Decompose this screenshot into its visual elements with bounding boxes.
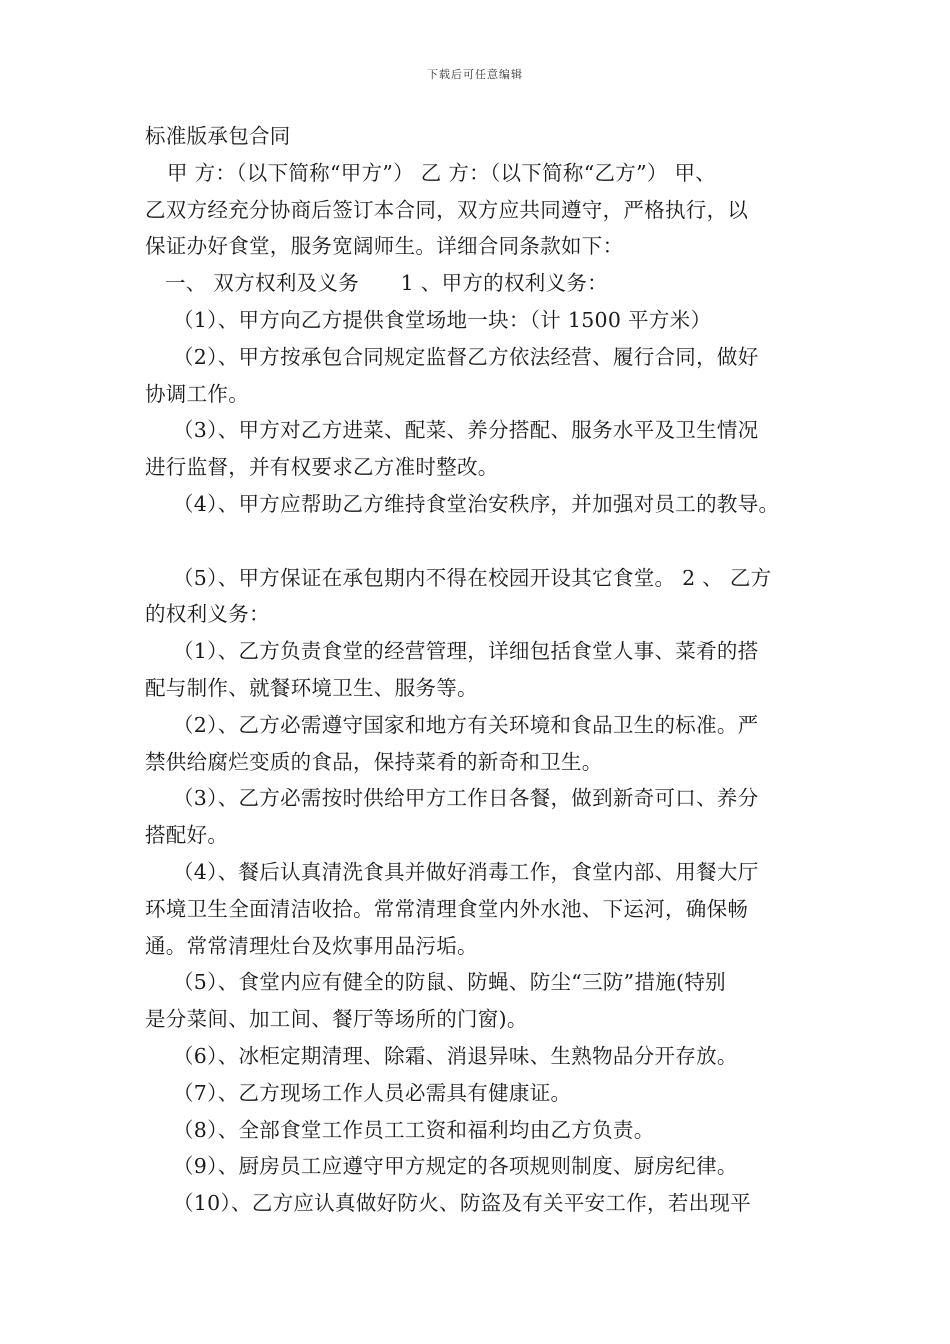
clause-line: （1）、甲方向乙方提供食堂场地一块：（计 1500 平方米）: [173, 307, 712, 332]
clause-line: （9）、厨房员工应遵守甲方规定的各项规则制度、厨房纪律。: [173, 1154, 738, 1179]
clause-line: 是分菜间、加工间、餐厅等场所的门窗)。: [145, 1007, 528, 1032]
clause-line: 进行监督，并有权要求乙方准时整改。: [145, 455, 499, 480]
clause-line: 禁供给腐烂变质的食品，保持菜肴的新奇和卫生。: [145, 749, 603, 774]
clause-line: （4）、餐后认真清洗食具并做好消毒工作，食堂内部、用餐大厅: [173, 859, 759, 884]
document-title: 标准版承包合同: [145, 124, 291, 148]
clause-line: （3）、乙方必需按时供给甲方工作日各餐，做到新奇可口、养分: [173, 786, 759, 811]
clause-line: （1）、乙方负责食堂的经营管理，详细包括食堂人事、菜肴的搭: [173, 639, 759, 664]
clause-line: （7）、乙方现场工作人员必需具有健康证。: [173, 1080, 572, 1105]
clause-line: 配与制作、就餐环境卫生、服务等。: [145, 675, 478, 700]
clause-line: （4）、甲方应帮助乙方维持食堂治安秩序，并加强对员工的教导。: [173, 491, 780, 516]
clause-line: （8）、全部食堂工作员工工资和福利均由乙方负责。: [173, 1117, 655, 1142]
clause-line: 通。常常清理灶台及炊事用品污垢。: [145, 933, 478, 958]
clause-line: （2）、乙方必需遵守国家和地方有关环境和食品卫生的标准。严: [173, 712, 759, 737]
clause-line: （2）、甲方按承包合同规定监督乙方依法经营、履行合同，做好: [173, 344, 759, 369]
clause-line: （3）、甲方对乙方进菜、配菜、养分搭配、服务水平及卫生情况: [173, 418, 759, 443]
clause-line: 搭配好。: [145, 823, 229, 848]
clause-line: 协调工作。: [145, 381, 249, 406]
clause-line: 的权利义务：: [145, 602, 270, 627]
clause-line: （5）、食堂内应有健全的防鼠、防蝇、防尘“三防”措施(特别: [173, 970, 726, 995]
paragraph-line: 甲 方：（以下简称“甲方”） 乙 方：（以下简称“乙方”） 甲、: [167, 160, 717, 185]
section-heading: 一、 双方权利及义务 1 、甲方的权利义务：: [165, 271, 608, 296]
clause-line: （10）、乙方应认真做好防火、防盗及有关平安工作，若出现平: [173, 1191, 752, 1216]
clause-line: （6）、冰柜定期清理、除霜、消退异味、生熟物品分开存放。: [173, 1043, 738, 1068]
paragraph-line: 乙双方经充分协商后签订本合同，双方应共同遵守，严格执行，以: [145, 197, 749, 222]
clause-line: 环境卫生全面清洁收拾。常常清理食堂内外水池、下运河，确保畅: [145, 896, 749, 921]
header-note: 下载后可任意编辑: [427, 68, 523, 81]
clause-line: （5）、甲方保证在承包期内不得在校园开设其它食堂。 2 、 乙方: [173, 565, 772, 590]
document-body: [145, 118, 825, 1222]
blank-line: [145, 523, 825, 560]
paragraph-line: 保证办好食堂，服务宽阔师生。详细合同条款如下：: [145, 234, 624, 259]
